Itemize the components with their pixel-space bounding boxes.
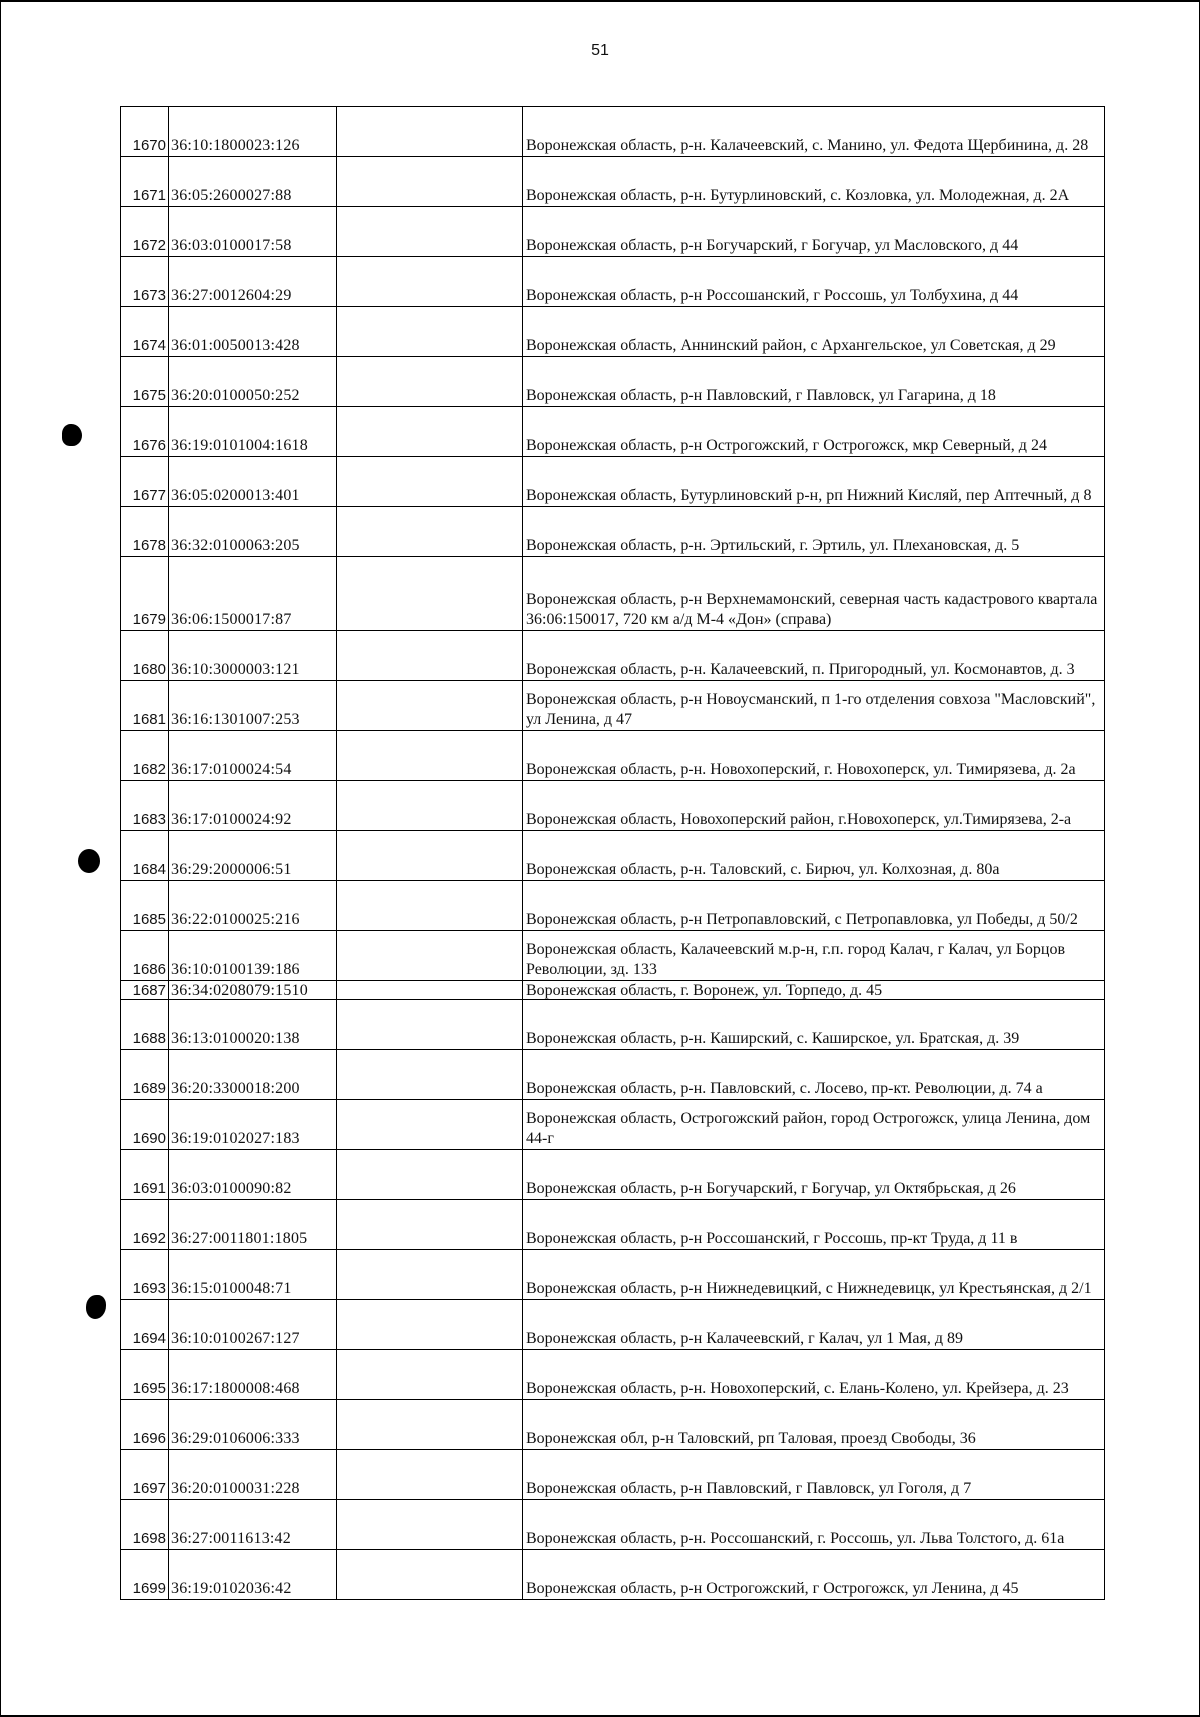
empty-cell bbox=[337, 881, 523, 931]
cadastral-number: 36:19:0101004:1618 bbox=[169, 407, 337, 457]
table-row bbox=[121, 1550, 1105, 1600]
table-row bbox=[121, 731, 1105, 781]
row-number: 1681 bbox=[121, 681, 169, 731]
address: Воронежская область, р-н Нижнедевицкий, с Нижнедевицк, ул Крестьянская, д 2/1 bbox=[523, 1250, 1105, 1300]
address: Воронежская область, р-н. Новохоперский, с. Елань-Колено, ул. Крейзера, д. 23 bbox=[523, 1350, 1105, 1400]
cadastral-number: 36:10:3000003:121 bbox=[169, 631, 337, 681]
row-number: 1683 bbox=[121, 781, 169, 831]
cadastral-number: 36:16:1301007:253 bbox=[169, 681, 337, 731]
cadastral-number: 36:27:0011801:1805 bbox=[169, 1200, 337, 1250]
table-row bbox=[121, 107, 1105, 157]
row-number: 1695 bbox=[121, 1350, 169, 1400]
empty-cell bbox=[337, 1150, 523, 1200]
empty-cell bbox=[337, 157, 523, 207]
empty-cell bbox=[337, 507, 523, 557]
cadastral-number: 36:01:0050013:428 bbox=[169, 307, 337, 357]
row-number: 1694 bbox=[121, 1300, 169, 1350]
table-row bbox=[121, 1350, 1105, 1400]
address: Воронежская область, р-н Богучарский, г Богучар, ул Октябрьская, д 26 bbox=[523, 1150, 1105, 1200]
row-number: 1672 bbox=[121, 207, 169, 257]
row-number: 1676 bbox=[121, 407, 169, 457]
empty-cell bbox=[337, 1250, 523, 1300]
address: Воронежская область, р-н. Калачеевский, п. Пригородный, ул. Космонавтов, д. 3 bbox=[523, 631, 1105, 681]
address: Воронежская область, р-н Верхнемамонский, северная часть кадастрового квартала 36:06:150017, 720 км а/д М-4 «Дон» (справа) bbox=[523, 557, 1105, 631]
empty-cell bbox=[337, 1300, 523, 1350]
empty-cell bbox=[337, 1550, 523, 1600]
table-row bbox=[121, 931, 1105, 981]
table-row bbox=[121, 831, 1105, 881]
empty-cell bbox=[337, 257, 523, 307]
row-number: 1674 bbox=[121, 307, 169, 357]
cadastral-number: 36:13:0100020:138 bbox=[169, 1000, 337, 1050]
row-number: 1677 bbox=[121, 457, 169, 507]
address: Воронежская область, Новохоперский район, г.Новохоперск, ул.Тимирязева, 2-а bbox=[523, 781, 1105, 831]
address: Воронежская область, р-н. Калачеевский, с. Манино, ул. Федота Щербинина, д. 28 bbox=[523, 107, 1105, 157]
empty-cell bbox=[337, 1500, 523, 1550]
row-number: 1686 bbox=[121, 931, 169, 981]
empty-cell bbox=[337, 1450, 523, 1500]
empty-cell bbox=[337, 1050, 523, 1100]
table-row bbox=[121, 1250, 1105, 1300]
empty-cell bbox=[337, 1200, 523, 1250]
cadastral-number: 36:27:0011613:42 bbox=[169, 1500, 337, 1550]
table-row bbox=[121, 357, 1105, 407]
address: Воронежская область, р-н. Бутурлиновский, с. Козловка, ул. Молодежная, д. 2А bbox=[523, 157, 1105, 207]
table-row bbox=[121, 557, 1105, 631]
table-row bbox=[121, 981, 1105, 1000]
ink-blot bbox=[78, 849, 100, 873]
empty-cell bbox=[337, 207, 523, 257]
table-row bbox=[121, 1150, 1105, 1200]
address: Воронежская область, Аннинский район, с Архангельское, ул Советская, д 29 bbox=[523, 307, 1105, 357]
table-row bbox=[121, 407, 1105, 457]
address: Воронежская область, р-н Калачеевский, г Калач, ул 1 Мая, д 89 bbox=[523, 1300, 1105, 1350]
address: Воронежская область, р-н. Каширский, с. Каширское, ул. Братская, д. 39 bbox=[523, 1000, 1105, 1050]
row-number: 1690 bbox=[121, 1100, 169, 1150]
row-number: 1688 bbox=[121, 1000, 169, 1050]
table-row bbox=[121, 881, 1105, 931]
empty-cell bbox=[337, 931, 523, 981]
address: Воронежская область, р-н. Эртильский, г. Эртиль, ул. Плехановская, д. 5 bbox=[523, 507, 1105, 557]
address: Воронежская область, р-н Павловский, г Павловск, ул Гагарина, д 18 bbox=[523, 357, 1105, 407]
table-row bbox=[121, 1300, 1105, 1350]
address: Воронежская область, Бутурлиновский р-н, рп Нижний Кисляй, пер Аптечный, д 8 bbox=[523, 457, 1105, 507]
address: Воронежская область, р-н Богучарский, г Богучар, ул Масловского, д 44 bbox=[523, 207, 1105, 257]
cadastral-number: 36:34:0208079:1510 bbox=[169, 981, 337, 1000]
address: Воронежская область, Калачеевский м.р-н, г.п. город Калач, г Калач, ул Борцов Революции, зд. 133 bbox=[523, 931, 1105, 981]
row-number: 1698 bbox=[121, 1500, 169, 1550]
table-row bbox=[121, 781, 1105, 831]
cadastral-number: 36:17:0100024:92 bbox=[169, 781, 337, 831]
address: Воронежская область, р-н Острогожский, г Острогожск, мкр Северный, д 24 bbox=[523, 407, 1105, 457]
cadastral-number: 36:05:0200013:401 bbox=[169, 457, 337, 507]
address: Воронежская обл, р-н Таловский, рп Таловая, проезд Свободы, 36 bbox=[523, 1400, 1105, 1450]
registry-table bbox=[120, 106, 1105, 1600]
cadastral-number: 36:03:0100017:58 bbox=[169, 207, 337, 257]
address: Воронежская область, р-н Павловский, г Павловск, ул Гоголя, д 7 bbox=[523, 1450, 1105, 1500]
row-number: 1692 bbox=[121, 1200, 169, 1250]
row-number: 1670 bbox=[121, 107, 169, 157]
cadastral-number: 36:27:0012604:29 bbox=[169, 257, 337, 307]
cadastral-number: 36:06:1500017:87 bbox=[169, 557, 337, 631]
cadastral-number: 36:29:0106006:333 bbox=[169, 1400, 337, 1450]
empty-cell bbox=[337, 1100, 523, 1150]
cadastral-number: 36:17:1800008:468 bbox=[169, 1350, 337, 1400]
cadastral-number: 36:22:0100025:216 bbox=[169, 881, 337, 931]
empty-cell bbox=[337, 1000, 523, 1050]
ink-blot bbox=[62, 424, 82, 446]
address: Воронежская область, р-н. Таловский, с. Бирюч, ул. Колхозная, д. 80а bbox=[523, 831, 1105, 881]
address: Воронежская область, р-н Петропавловский, с Петропавловка, ул Победы, д 50/2 bbox=[523, 881, 1105, 931]
row-number: 1689 bbox=[121, 1050, 169, 1100]
empty-cell bbox=[337, 1400, 523, 1450]
table-row bbox=[121, 1400, 1105, 1450]
row-number: 1684 bbox=[121, 831, 169, 881]
row-number: 1682 bbox=[121, 731, 169, 781]
address: Воронежская область, г. Воронеж, ул. Торпедо, д. 45 bbox=[523, 981, 1105, 1000]
cadastral-number: 36:19:0102036:42 bbox=[169, 1550, 337, 1600]
cadastral-number: 36:15:0100048:71 bbox=[169, 1250, 337, 1300]
cadastral-number: 36:19:0102027:183 bbox=[169, 1100, 337, 1150]
table-row bbox=[121, 1050, 1105, 1100]
empty-cell bbox=[337, 831, 523, 881]
cadastral-number: 36:10:1800023:126 bbox=[169, 107, 337, 157]
row-number: 1691 bbox=[121, 1150, 169, 1200]
cadastral-number: 36:29:2000006:51 bbox=[169, 831, 337, 881]
address: Воронежская область, р-н. Россошанский, г. Россошь, ул. Льва Толстого, д. 61а bbox=[523, 1500, 1105, 1550]
table-row bbox=[121, 1100, 1105, 1150]
row-number: 1673 bbox=[121, 257, 169, 307]
table-row bbox=[121, 1450, 1105, 1500]
cadastral-number: 36:03:0100090:82 bbox=[169, 1150, 337, 1200]
address: Воронежская область, р-н Россошанский, г Россошь, пр-кт Труда, д 11 в bbox=[523, 1200, 1105, 1250]
cadastral-number: 36:05:2600027:88 bbox=[169, 157, 337, 207]
empty-cell bbox=[337, 357, 523, 407]
row-number: 1697 bbox=[121, 1450, 169, 1500]
table-row bbox=[121, 157, 1105, 207]
cadastral-number: 36:20:3300018:200 bbox=[169, 1050, 337, 1100]
empty-cell bbox=[337, 1350, 523, 1400]
row-number: 1693 bbox=[121, 1250, 169, 1300]
table-row bbox=[121, 507, 1105, 557]
address: Воронежская область, Острогожский район, город Острогожск, улица Ленина, дом 44-г bbox=[523, 1100, 1105, 1150]
address: Воронежская область, р-н Острогожский, г Острогожск, ул Ленина, д 45 bbox=[523, 1550, 1105, 1600]
cadastral-number: 36:10:0100139:186 bbox=[169, 931, 337, 981]
empty-cell bbox=[337, 557, 523, 631]
address: Воронежская область, р-н Россошанский, г Россошь, ул Толбухина, д 44 bbox=[523, 257, 1105, 307]
empty-cell bbox=[337, 731, 523, 781]
table-row bbox=[121, 257, 1105, 307]
cadastral-number: 36:20:0100050:252 bbox=[169, 357, 337, 407]
empty-cell bbox=[337, 457, 523, 507]
row-number: 1679 bbox=[121, 557, 169, 631]
row-number: 1696 bbox=[121, 1400, 169, 1450]
address: Воронежская область, р-н Новоусманский, п 1-го отделения совхоза "Масловский", ул Ленина, д 47 bbox=[523, 681, 1105, 731]
table-row bbox=[121, 681, 1105, 731]
table-row bbox=[121, 307, 1105, 357]
table-row bbox=[121, 1000, 1105, 1050]
table-row bbox=[121, 457, 1105, 507]
address: Воронежская область, р-н. Новохоперский, г. Новохоперск, ул. Тимирязева, д. 2а bbox=[523, 731, 1105, 781]
empty-cell bbox=[337, 107, 523, 157]
empty-cell bbox=[337, 981, 523, 1000]
row-number: 1671 bbox=[121, 157, 169, 207]
empty-cell bbox=[337, 631, 523, 681]
empty-cell bbox=[337, 407, 523, 457]
page-number: 51 bbox=[591, 42, 609, 59]
address: Воронежская область, р-н. Павловский, с. Лосево, пр-кт. Революции, д. 74 а bbox=[523, 1050, 1105, 1100]
table-row bbox=[121, 631, 1105, 681]
cadastral-number: 36:32:0100063:205 bbox=[169, 507, 337, 557]
empty-cell bbox=[337, 307, 523, 357]
row-number: 1675 bbox=[121, 357, 169, 407]
table-row bbox=[121, 1200, 1105, 1250]
row-number: 1680 bbox=[121, 631, 169, 681]
row-number: 1678 bbox=[121, 507, 169, 557]
empty-cell bbox=[337, 681, 523, 731]
empty-cell bbox=[337, 781, 523, 831]
cadastral-number: 36:20:0100031:228 bbox=[169, 1450, 337, 1500]
table-row bbox=[121, 207, 1105, 257]
row-number: 1685 bbox=[121, 881, 169, 931]
cadastral-number: 36:17:0100024:54 bbox=[169, 731, 337, 781]
row-number: 1687 bbox=[121, 981, 169, 1000]
table-row bbox=[121, 1500, 1105, 1550]
row-number: 1699 bbox=[121, 1550, 169, 1600]
cadastral-number: 36:10:0100267:127 bbox=[169, 1300, 337, 1350]
